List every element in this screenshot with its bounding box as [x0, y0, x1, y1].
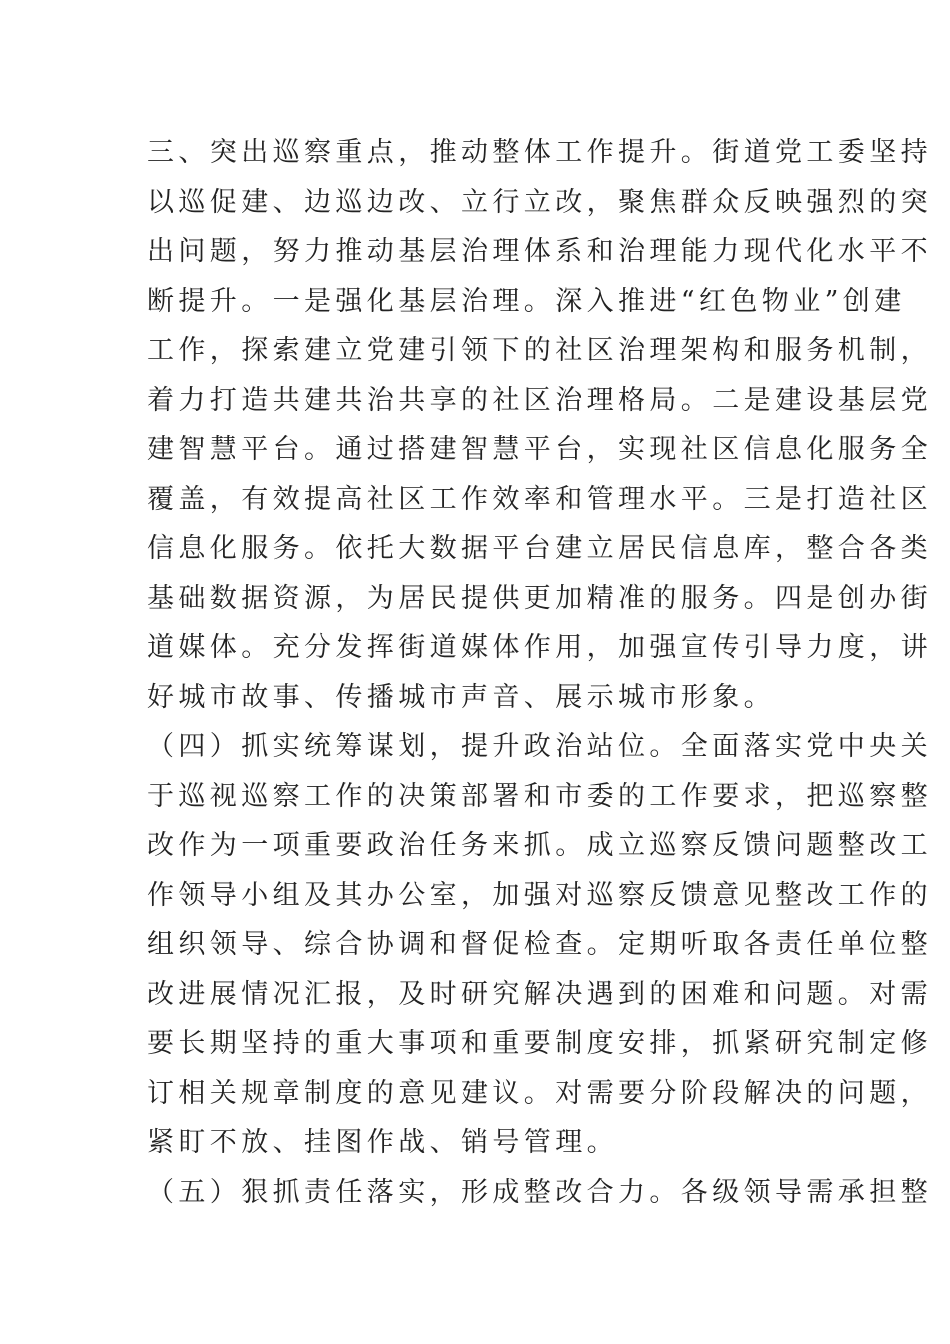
text-line: 订相关规章制度的意见建议。对需要分阶段解决的问题，: [147, 1077, 932, 1109]
text-line: 建智慧平台。通过搭建智慧平台，实现社区信息化服务全: [147, 434, 932, 465]
text-line: 断提升。一是强化基层治理。深入推进“红色物业”创建: [147, 285, 906, 317]
text-line: 工作，探索建立党建引领下的社区治理架构和服务机制，: [147, 335, 932, 366]
text-line: 组织领导、综合协调和督促检查。定期听取各责任单位整: [147, 929, 932, 960]
text-line: 三、突出巡察重点，推动整体工作提升。街道党工委坚持: [147, 137, 932, 168]
text-line: 作领导小组及其办公室，加强对巡察反馈意见整改工作的: [147, 879, 932, 911]
text-line: 覆盖，有效提高社区工作效率和管理水平。三是打造社区: [147, 483, 932, 515]
text-line: 信息化服务。依托大数据平台建立居民信息库，整合各类: [147, 533, 932, 564]
text-line: 基础数据资源，为居民提供更加精准的服务。四是创办街: [147, 582, 932, 614]
text-line: 于巡视巡察工作的决策部署和市委的工作要求，把巡察整: [147, 780, 932, 812]
text-line: 改进展情况汇报，及时研究解决遇到的困难和问题。对需: [147, 978, 932, 1010]
text-line: 着力打造共建共治共享的社区治理格局。二是建设基层党: [147, 384, 932, 416]
text-line: 好城市故事、传播城市声音、展示城市形象。: [147, 681, 775, 713]
section-heading-line: （五）狠抓责任落实，形成整改合力。各级领导需承担整: [147, 1176, 932, 1208]
text-line: 以巡促建、边巡边改、立行立改，聚焦群众反映强烈的突: [147, 186, 932, 218]
section-heading-line: （四）抓实统筹谋划，提升政治站位。全面落实党中央关: [147, 731, 932, 762]
text-line: 紧盯不放、挂图作战、销号管理。: [147, 1127, 618, 1158]
text-line: 道媒体。充分发挥街道媒体作用，加强宣传引导力度，讲: [147, 632, 932, 663]
text-line: 改作为一项重要政治任务来抓。成立巡察反馈问题整改工: [147, 830, 932, 861]
text-line: 出问题，努力推动基层治理体系和治理能力现代化水平不: [147, 236, 932, 267]
document-body: [147, 128, 932, 1217]
text-line: 要长期坚持的重大事项和重要制度安排，抓紧研究制定修: [147, 1028, 932, 1059]
